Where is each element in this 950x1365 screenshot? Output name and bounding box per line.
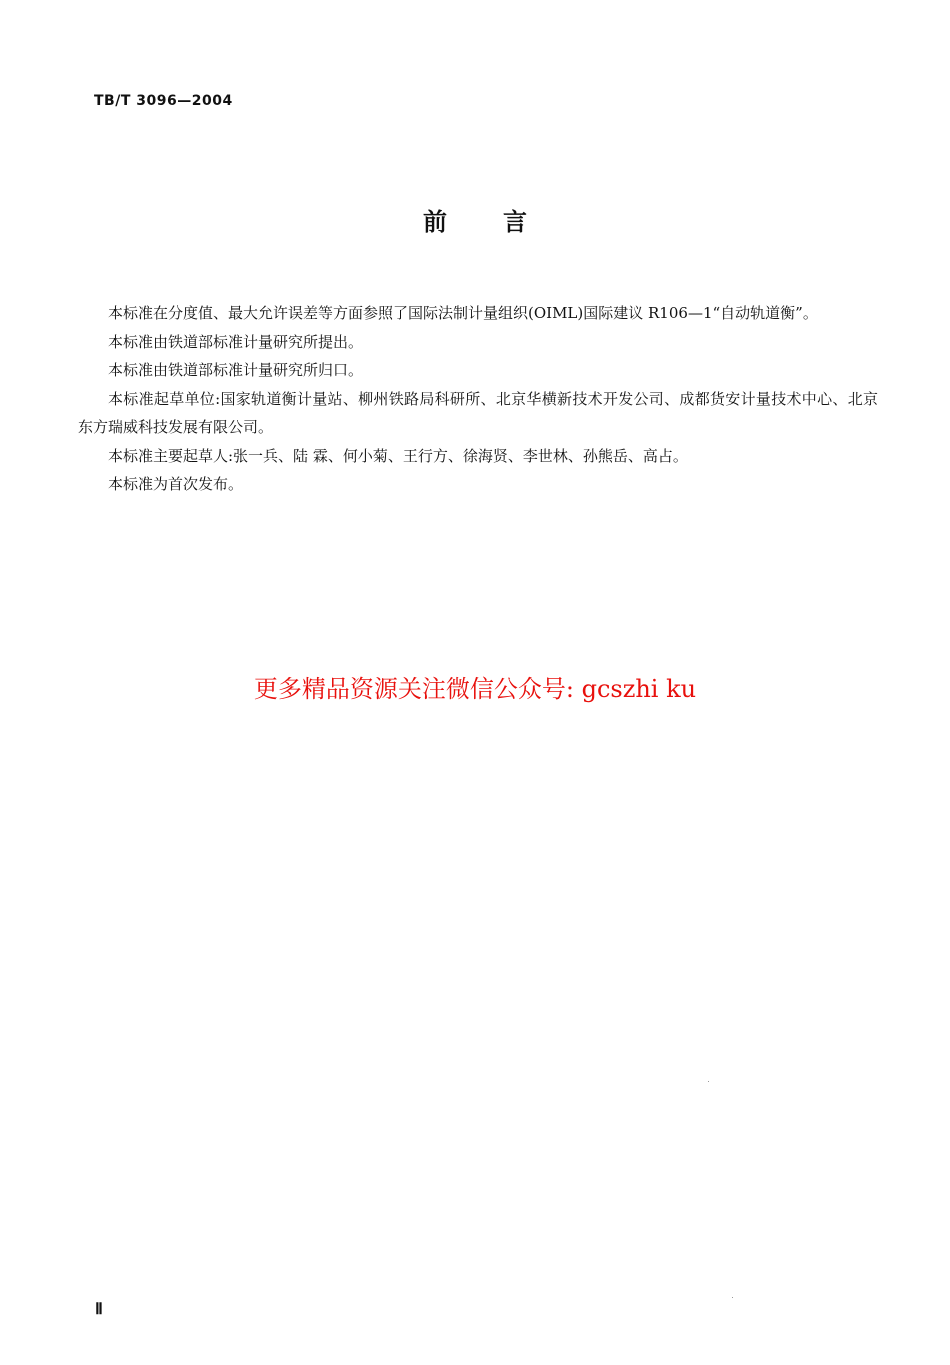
foreword-body [78, 299, 878, 499]
paragraph-drafting-units: 本标准起草单位:国家轨道衡计量站、柳州铁路局科研所、北京华横新技术开发公司、成都货安计量技术中心、北京东方瑞威科技发展有限公司。 [78, 389, 878, 436]
scan-speck [732, 1297, 733, 1298]
section-title: 前言 [423, 208, 583, 236]
paragraph-first-release: 本标准为首次发布。 [108, 475, 244, 493]
watermark-text: 更多精品资源关注微信公众号: gcszhi ku [253, 675, 697, 703]
scan-speck [708, 1081, 709, 1082]
paragraph-proposed-by: 本标准由铁道部标准计量研究所提出。 [108, 332, 364, 351]
paragraph-administered-by: 本标准由铁道部标准计量研究所归口。 [108, 361, 364, 379]
paragraph-reference: 本标准在分度值、最大允许误差等方面参照了国际法制计量组织(OIML)国际建议 R106—1“自动轨道衡”。 [108, 304, 818, 322]
paragraph-drafters: 本标准主要起草人:张一兵、陆 霖、何小菊、王行方、徐海贤、李世林、孙熊岳、高占。 [108, 446, 688, 465]
page-number: Ⅱ [95, 1301, 103, 1318]
standard-code: TB/T 3096—2004 [94, 93, 233, 109]
